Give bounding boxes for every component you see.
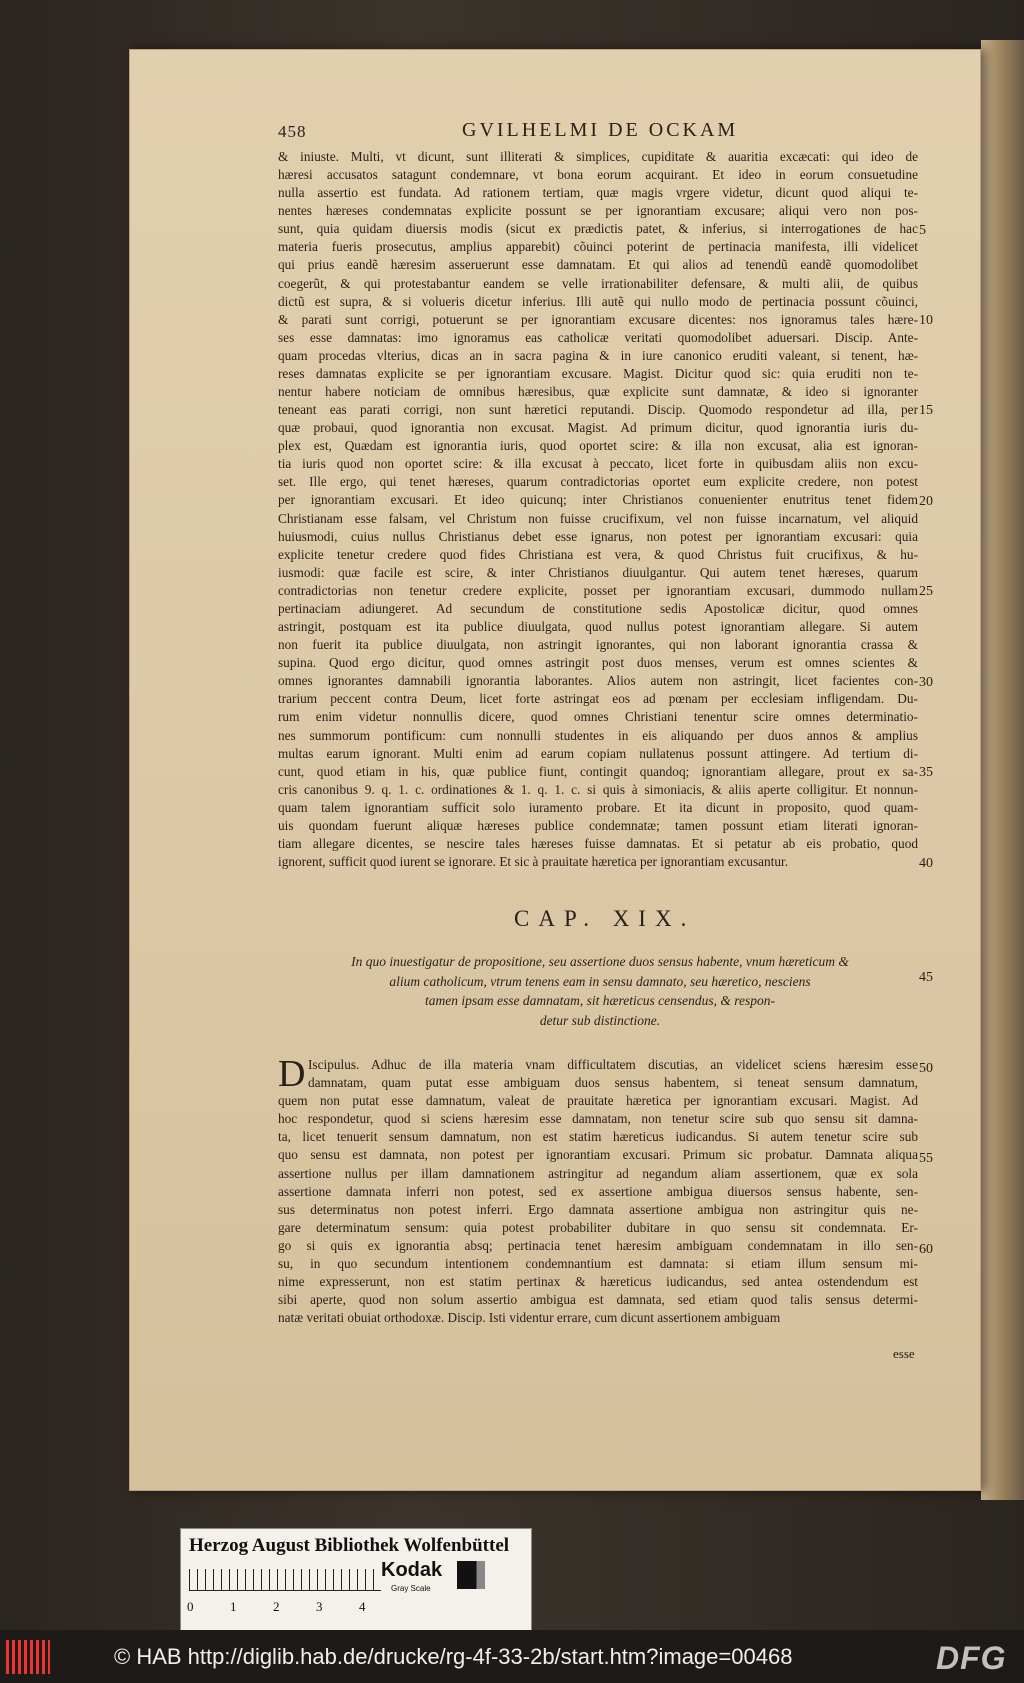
line-number: 35 [919,765,933,780]
chapter-summary [280,952,920,1030]
text-line: & parati sunt corrigi, potuerunt se per ignorantiam excusare dicentes: nos ignoramus tales hære- [278,311,918,327]
text-line: huiusmodi, cuius nullus Christianus debet esse ignarus, non potest per ignorantiam excusari: quia [278,528,918,544]
text-line: damnatam, quam putat esse ambiguam duos sensus habentem, si teneat sensum damnatum, [308,1075,918,1091]
text-line: nime expresserunt, non est statim pertinax & hæreticus iudicandus, sed antea ostendendum est [278,1274,918,1290]
summary-line: tamen ipsam esse damnatam, sit hæreticus censendus, & respon- [425,993,775,1008]
text-line: sibi aperte, quod non solum assertio ambigua est damnata, sed etiam quod talis sensus determi- [278,1292,918,1308]
text-line: ses esse damnatas: imo ignoramus eas catholicæ veritati quomodolibet aduersari. Discip. Ante- [278,329,918,345]
ruler-number: 4 [359,1599,366,1614]
line-number: 55 [919,1151,933,1166]
text-line: quem non putat esse damnatum, valeat de prauitate hæretica per ignorantiam excusari. Magist. Ad [278,1093,918,1109]
text-line: astringit, postquam est ita publice diuulgata, quod nullus potest ignorantiam allegare. Si autem [278,619,918,635]
chapter-text [278,1053,918,1327]
text-line: rum enim videtur nonnullis dicere, quod omnes Christiani tenentur scire omnes determinatio- [278,709,918,725]
drop-cap: D [278,1053,306,1095]
body-text [278,148,918,871]
summary-line: detur sub distinctione. [539,1012,661,1028]
text-line: nentes hæreses condemnatas explicite possunt se per ignorantiam excusare; aliqui vero non pos- [278,203,918,219]
text-line: natæ veritati obuiat orthodoxæ. Discip. Isti videntur errare, cum dicunt assertionem ambiguam [278,1310,781,1326]
text-line: pertinaciam adiungeret. Ad secundum de constitutione sedis Apostolicæ dicitur, quod omnes [278,600,918,616]
line-number: 30 [919,675,933,690]
text-line: quæ probaui, quod ignorantia non excusat. Magist. Ad primum dicitur, quod ignorantia iuris du- [278,420,918,436]
text-line: materia fueris prosecutus, amplius apparebit) cõuinci poterint de pertinacia manifesta, illi videlicet [278,239,918,255]
line-number: 40 [919,856,933,871]
ruler-number: 2 [273,1599,280,1614]
library-title: Herzog August Bibliothek Wolfenbüttel [189,1535,510,1556]
text-line: nentur habere noticiam de omnibus hæresibus, quæ explicite sunt damnatæ, & ideo si ignoranter [278,384,918,400]
footer-copyright-link[interactable]: © HAB http://diglib.hab.de/drucke/rg-4f-33-2b/start.htm?image=00468 [114,1644,793,1669]
line-number: 5 [919,223,926,238]
text-line: teneant eas parati corrigi, non sunt hæretici reputandi. Discip. Quomodo respondetur ad illa, per [278,402,918,418]
page-number: 458 [278,122,307,141]
text-line: hoc respondetur, quod si sciens hæresim esse damnatam, non tenetur scire sub quo sensu sit damna- [278,1111,918,1127]
text-line: per ignorantiam excusari. Et ideo quicunq; inter Christianos conuenienter enutritus tenet fidem [278,492,918,508]
dfg-logo: DFG [936,1640,1007,1676]
text-line: dictũ est supra, & si volueris dicetur inferius. Illi autẽ qui nullo modo de pertinacia possunt cõuinci, [278,293,918,309]
gray-swatch [457,1561,485,1589]
hab-logo-icon [6,1640,50,1674]
line-number: 10 [919,313,933,328]
summary-line: alium catholicum, vtrum tenens eam in sensu damnato, seu hæretico, nesciens [389,973,811,989]
text-line: qui prius eandẽ hæresim asseruerunt esse damnatam. Et qui alios ad tenendũ eandẽ quomodolibet [278,257,918,273]
footer-bar [0,1630,1024,1683]
text-line: omnes ignorantes damnabili ignorantia laborantes. Alios autem non astringit, licet facientes con- [278,673,918,689]
text-line: tia iuris quod non oportet scire: & illa excusat à peccato, licet forte in quibusdam aliis non excu- [278,456,918,472]
line-number: 15 [919,403,933,418]
text-line: uis quondam fuerunt aliquæ hæreses publice condemnatæ; tamen possunt etiam literati ignoran- [278,817,918,833]
text-line: cris canonibus 9. q. 1. c. ordinationes & 1. q. 1. c. si quis à simoniacis, & aliis aperte colligitur. Et nonnun- [278,781,918,797]
text-line: quo sensu est damnata, non potest per ignorantiam excusari. Primum sic probatur. Damnata aliqua [278,1147,918,1163]
text-line: cunt, quod etiam in his, quæ publice fiunt, contingit quandoq; ignorantiam allegare, prout ex sa- [278,763,918,779]
text-line: set. Ille ergo, qui tenet hæreses, quarum contradictorias oportet eum explicite credere, non potest [278,474,918,490]
text-line: plex est, Quædam est ignorantia iuris, quod oportet scire: & illa non excusat, alia est ignoran- [278,438,918,454]
line-number: 45 [919,970,933,985]
text-line: assertione damnata inferri non potest, sed ex assertione ambigua diuersos sensus habente, sen- [278,1183,918,1199]
text-line: go si quis ex ignorantia absq; pertinacia tenet hæresim ambiguam condemnatam in illo sen- [278,1237,918,1253]
text-line: quam procedas vlterius, dicas an in sacra pagina & in iure canonico eruditi valeant, si tenent, hæ- [278,347,918,363]
text-line: gare determinatum sensum: quia potest probabiliter dubitare in quo sensu sit condemnata. Er- [278,1219,918,1235]
text-line: sus determinatus non potest inferri. Ergo damnata assertione ambigua non astringitur quis ne- [278,1201,918,1217]
text-line: ignorent, sufficit quod iurent se ignorare. Et sic à prauitate hæretica per ignorantiam excusantur. [278,854,789,870]
line-number: 25 [919,584,933,599]
text-line: su, in quo secundum intentionem condemnantium est damnata: si etiam illum sensum mi- [278,1256,918,1272]
text-line: non fuerit ita publice diuulgata, non astringit ignorantes, qui non laborant ignorantia crassa & [278,637,918,653]
text-line: hæresi accusatos satagunt condemnare, vt bona eorum acquirant. Et ideo in eorum consuetudine [278,167,918,183]
text-line: quam talem ignorantiam sufficit solo iuramento probare. Et ita dicunt in proposito, quod quam- [278,799,918,815]
line-number: 50 [919,1061,933,1076]
text-line: ta, licet tenuerit sensum damnatum, non est statim hæreticus iudicandus. Si autem tenetur scire sub [278,1129,918,1145]
text-line: iusmodi: quæ facile est scire, & inter Christianos diuulgantur. Qui autem tenet hæreses, quarum [278,564,918,580]
chapter-heading: CAP. XIX. [514,906,696,931]
text-line: Iscipulus. Adhuc de illa materia vnam difficultatem discutias, an videlicet sciens hæresim esse [308,1057,918,1072]
kodak-logo: Kodak [381,1559,443,1581]
text-line: trarium peccent contra Deum, licet forte astringat eos ad pœnam per ecclesiam infligendam. Du- [278,691,918,707]
ruler-number: 1 [230,1599,237,1614]
summary-line: In quo inuestigatur de propositione, seu assertione duos sensus habente, vnum hæreticum & [351,954,849,969]
running-head: GVILHELMI DE OCKAM [462,119,739,141]
text-line: supina. Quod ergo dicitur, quod omnes astringit post duos menses, verum est omnes scientes & [278,655,918,671]
line-number: 60 [919,1242,933,1257]
scale-ruler [189,1569,381,1591]
text-line: contradictorias non tenetur credere explicite, posset per ignorantiam excusari, dummodo nullam [278,582,918,598]
ruler-number: 0 [187,1599,194,1614]
library-card [180,1528,532,1636]
text-line: coegerũt, & qui protestabantur eandem se velle irrationabiliter defensare, & multi alii, de quibus [278,275,918,291]
text-line: multas earum ignorant. Multi enim ad earum copiam nullatenus possunt attingere. Ad tertium di- [278,745,918,761]
ruler-number: 3 [316,1599,323,1614]
page-edge [981,40,1024,1500]
text-line: tiam allegare dicentes, se nescire tales hæreses fuisse damnatas. Et si petatur ab eis probatio, quod [278,835,918,851]
text-line: nes summorum pontificum: cum nonnulli studentes in eis aliquando per duos annos & amplius [278,727,918,743]
gray-scale-label: Gray Scale [391,1584,431,1593]
text-line: Christianam esse falsam, vel Christum non fuisse crucifixum, vel non fuisse incarnatum, vel aliquid [278,510,918,526]
text-line: sunt, quia quidam diuersis modis (sicut ex prædictis patet, & inferius, si interrogationes de hac [278,221,918,237]
text-line: reses damnatas explicite se per ignorantiam excusare. Magist. Dicitur quod sic: quia eruditi non te- [278,365,918,381]
line-number: 20 [919,494,933,509]
text-line: nulla assertio est fundata. Ad rationem tertiam, quæ magis vrgere videtur, dicunt quod aliqui te- [278,185,918,201]
text-line: assertione nullus per illam damnationem astringitur ad negandum aliam assertionem, quæ ex sola [278,1165,918,1181]
text-line: explicite tenetur credere quod fides Christiana est vera, & quod Christus fuit crucifixus, & hu- [278,546,918,562]
text-line: & iniuste. Multi, vt dicunt, sunt illiterati & simplices, cupiditate & auaritia excæcati: qui ideo de [278,149,918,164]
catchword: esse [893,1346,915,1361]
